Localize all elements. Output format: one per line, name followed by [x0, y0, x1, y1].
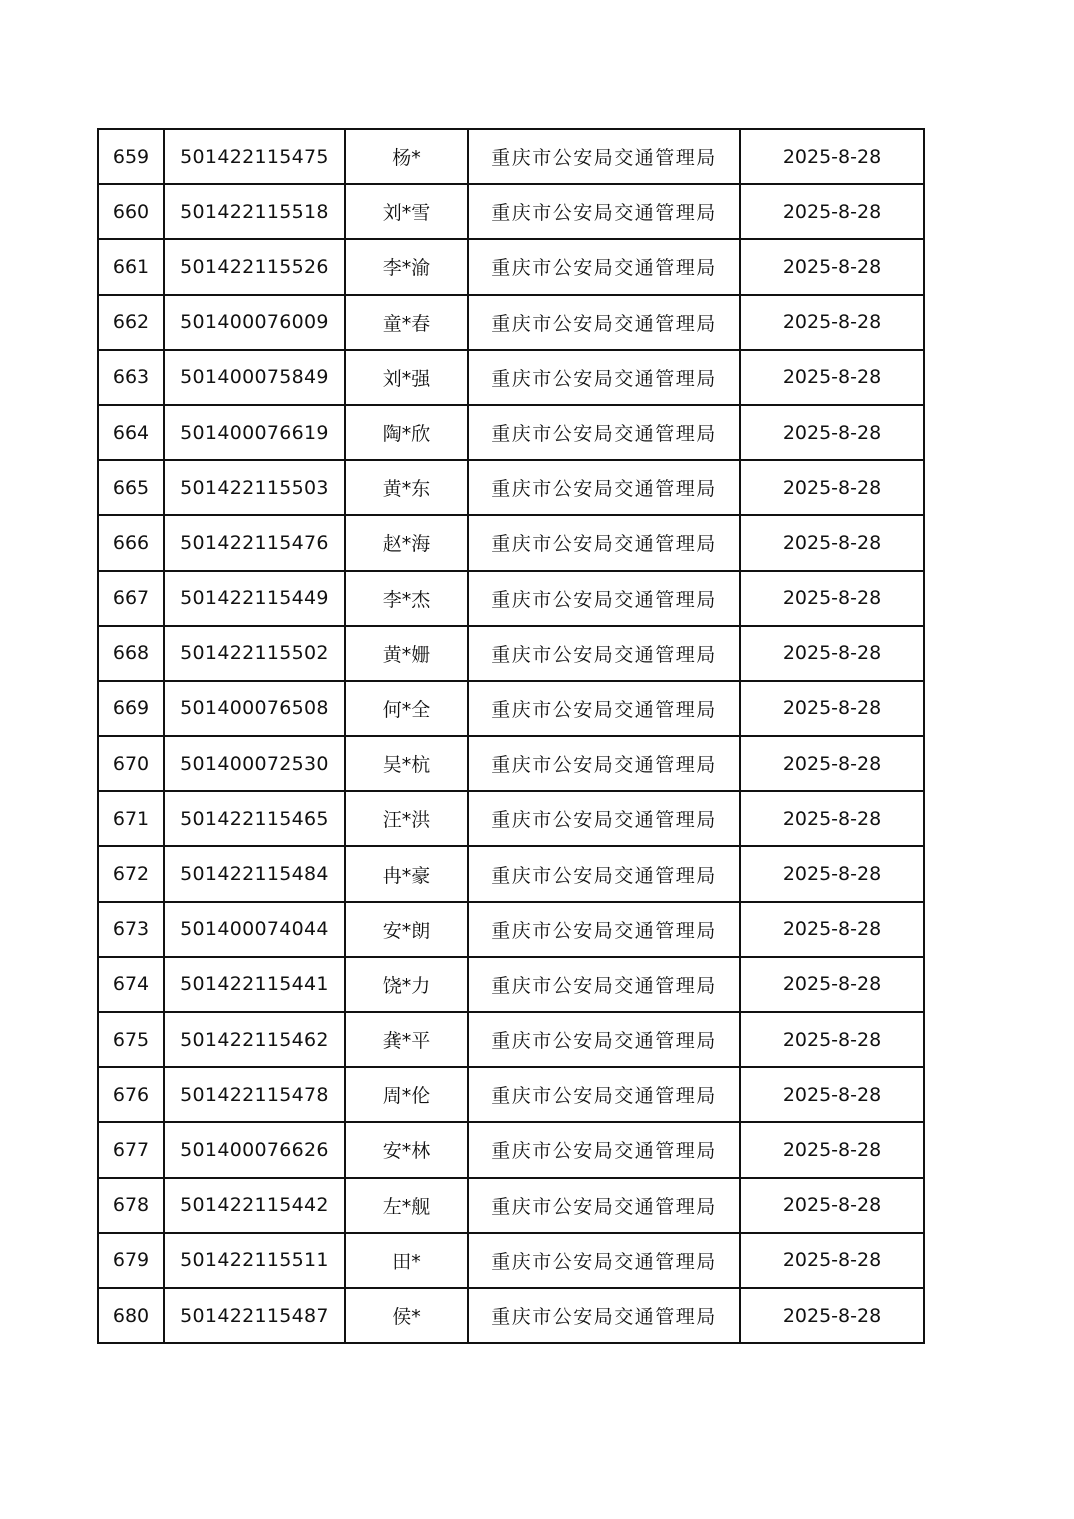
organization-cell: 重庆市公安局交通管理局 [468, 571, 740, 626]
row-index-cell: 659 [98, 129, 164, 184]
row-index-cell: 672 [98, 846, 164, 901]
person-name-cell: 刘*雪 [345, 184, 468, 239]
person-name-cell: 安*林 [345, 1122, 468, 1177]
table-row [98, 736, 924, 791]
organization-cell: 重庆市公安局交通管理局 [468, 295, 740, 350]
record-number-cell: 501422115442 [164, 1178, 345, 1233]
table-row [98, 1067, 924, 1122]
organization-cell: 重庆市公安局交通管理局 [468, 239, 740, 294]
table-row [98, 239, 924, 294]
date-cell: 2025-8-28 [740, 626, 924, 681]
row-index-cell: 666 [98, 515, 164, 570]
table-row [98, 1012, 924, 1067]
record-number-cell: 501422115484 [164, 846, 345, 901]
organization-cell: 重庆市公安局交通管理局 [468, 626, 740, 681]
table-row [98, 902, 924, 957]
table-row [98, 129, 924, 184]
table-row [98, 571, 924, 626]
record-number-cell: 501422115462 [164, 1012, 345, 1067]
person-name-cell: 汪*洪 [345, 791, 468, 846]
date-cell: 2025-8-28 [740, 571, 924, 626]
date-cell: 2025-8-28 [740, 1233, 924, 1288]
date-cell: 2025-8-28 [740, 295, 924, 350]
organization-cell: 重庆市公安局交通管理局 [468, 350, 740, 405]
person-name-cell: 龚*平 [345, 1012, 468, 1067]
person-name-cell: 冉*豪 [345, 846, 468, 901]
organization-cell: 重庆市公安局交通管理局 [468, 957, 740, 1012]
organization-cell: 重庆市公安局交通管理局 [468, 515, 740, 570]
row-index-cell: 667 [98, 571, 164, 626]
record-number-cell: 501400074044 [164, 902, 345, 957]
record-number-cell: 501422115518 [164, 184, 345, 239]
person-name-cell: 饶*力 [345, 957, 468, 1012]
person-name-cell: 左*舰 [345, 1178, 468, 1233]
date-cell: 2025-8-28 [740, 350, 924, 405]
row-index-cell: 661 [98, 239, 164, 294]
record-number-cell: 501422115478 [164, 1067, 345, 1122]
table-row [98, 681, 924, 736]
date-cell: 2025-8-28 [740, 405, 924, 460]
record-number-cell: 501422115475 [164, 129, 345, 184]
organization-cell: 重庆市公安局交通管理局 [468, 791, 740, 846]
record-number-cell: 501400076626 [164, 1122, 345, 1177]
row-index-cell: 664 [98, 405, 164, 460]
organization-cell: 重庆市公安局交通管理局 [468, 1067, 740, 1122]
person-name-cell: 陶*欣 [345, 405, 468, 460]
row-index-cell: 665 [98, 460, 164, 515]
date-cell: 2025-8-28 [740, 239, 924, 294]
person-name-cell: 刘*强 [345, 350, 468, 405]
organization-cell: 重庆市公安局交通管理局 [468, 681, 740, 736]
table-row [98, 846, 924, 901]
row-index-cell: 662 [98, 295, 164, 350]
date-cell: 2025-8-28 [740, 515, 924, 570]
record-number-cell: 501400076508 [164, 681, 345, 736]
person-name-cell: 周*伦 [345, 1067, 468, 1122]
table-row [98, 515, 924, 570]
organization-cell: 重庆市公安局交通管理局 [468, 405, 740, 460]
person-name-cell: 吴*杭 [345, 736, 468, 791]
date-cell: 2025-8-28 [740, 129, 924, 184]
row-index-cell: 668 [98, 626, 164, 681]
record-number-cell: 501422115465 [164, 791, 345, 846]
row-index-cell: 678 [98, 1178, 164, 1233]
row-index-cell: 677 [98, 1122, 164, 1177]
record-number-cell: 501422115511 [164, 1233, 345, 1288]
record-number-cell: 501422115476 [164, 515, 345, 570]
record-number-cell: 501422115526 [164, 239, 345, 294]
record-number-cell: 501400076009 [164, 295, 345, 350]
date-cell: 2025-8-28 [740, 1067, 924, 1122]
record-number-cell: 501422115503 [164, 460, 345, 515]
data-table [97, 128, 925, 1344]
table-row [98, 405, 924, 460]
person-name-cell: 李*杰 [345, 571, 468, 626]
record-number-cell: 501422115487 [164, 1288, 345, 1343]
person-name-cell: 侯* [345, 1288, 468, 1343]
row-index-cell: 680 [98, 1288, 164, 1343]
table-row [98, 957, 924, 1012]
organization-cell: 重庆市公安局交通管理局 [468, 184, 740, 239]
table-row [98, 1288, 924, 1343]
organization-cell: 重庆市公安局交通管理局 [468, 1288, 740, 1343]
table-row [98, 460, 924, 515]
row-index-cell: 671 [98, 791, 164, 846]
date-cell: 2025-8-28 [740, 791, 924, 846]
record-number-cell: 501400076619 [164, 405, 345, 460]
row-index-cell: 676 [98, 1067, 164, 1122]
table-row [98, 791, 924, 846]
record-number-cell: 501422115449 [164, 571, 345, 626]
table-row [98, 295, 924, 350]
organization-cell: 重庆市公安局交通管理局 [468, 1233, 740, 1288]
table-row [98, 626, 924, 681]
person-name-cell: 李*渝 [345, 239, 468, 294]
organization-cell: 重庆市公安局交通管理局 [468, 129, 740, 184]
organization-cell: 重庆市公安局交通管理局 [468, 460, 740, 515]
row-index-cell: 675 [98, 1012, 164, 1067]
row-index-cell: 670 [98, 736, 164, 791]
date-cell: 2025-8-28 [740, 957, 924, 1012]
person-name-cell: 童*春 [345, 295, 468, 350]
person-name-cell: 田* [345, 1233, 468, 1288]
organization-cell: 重庆市公安局交通管理局 [468, 1012, 740, 1067]
organization-cell: 重庆市公安局交通管理局 [468, 902, 740, 957]
row-index-cell: 669 [98, 681, 164, 736]
person-name-cell: 赵*海 [345, 515, 468, 570]
table-row [98, 184, 924, 239]
table-row [98, 1122, 924, 1177]
person-name-cell: 何*全 [345, 681, 468, 736]
record-number-cell: 501400072530 [164, 736, 345, 791]
organization-cell: 重庆市公安局交通管理局 [468, 1178, 740, 1233]
table-row [98, 350, 924, 405]
date-cell: 2025-8-28 [740, 1288, 924, 1343]
person-name-cell: 杨* [345, 129, 468, 184]
record-number-cell: 501400075849 [164, 350, 345, 405]
date-cell: 2025-8-28 [740, 460, 924, 515]
organization-cell: 重庆市公安局交通管理局 [468, 846, 740, 901]
date-cell: 2025-8-28 [740, 681, 924, 736]
table-row [98, 1178, 924, 1233]
record-number-cell: 501422115441 [164, 957, 345, 1012]
date-cell: 2025-8-28 [740, 846, 924, 901]
table-body [98, 129, 924, 1343]
date-cell: 2025-8-28 [740, 902, 924, 957]
row-index-cell: 663 [98, 350, 164, 405]
row-index-cell: 674 [98, 957, 164, 1012]
row-index-cell: 673 [98, 902, 164, 957]
person-name-cell: 黄*东 [345, 460, 468, 515]
date-cell: 2025-8-28 [740, 1122, 924, 1177]
date-cell: 2025-8-28 [740, 1012, 924, 1067]
row-index-cell: 679 [98, 1233, 164, 1288]
date-cell: 2025-8-28 [740, 736, 924, 791]
person-name-cell: 安*朗 [345, 902, 468, 957]
organization-cell: 重庆市公安局交通管理局 [468, 736, 740, 791]
table-row [98, 1233, 924, 1288]
date-cell: 2025-8-28 [740, 1178, 924, 1233]
person-name-cell: 黄*姗 [345, 626, 468, 681]
date-cell: 2025-8-28 [740, 184, 924, 239]
organization-cell: 重庆市公安局交通管理局 [468, 1122, 740, 1177]
record-number-cell: 501422115502 [164, 626, 345, 681]
row-index-cell: 660 [98, 184, 164, 239]
